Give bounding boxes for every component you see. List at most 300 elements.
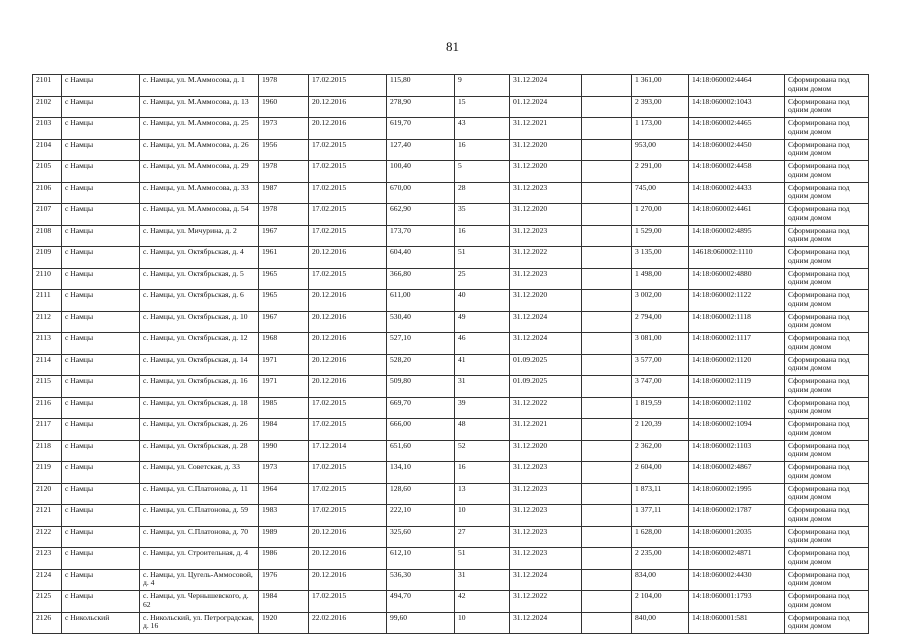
deadline-cell: 31.12.2020: [510, 204, 582, 226]
status-cell: Сформирована под одним домом: [785, 161, 869, 183]
status-cell: Сформирована под одним домом: [785, 526, 869, 548]
row-number-cell: 2120: [33, 483, 62, 505]
residents-cell: 13: [455, 483, 510, 505]
settlement-cell: с Намцы: [62, 311, 140, 333]
row-number-cell: 2121: [33, 505, 62, 527]
date-cell: 17.02.2015: [309, 182, 387, 204]
table-row: [33, 376, 869, 398]
area-cell: 612,10: [387, 548, 455, 570]
land-area-cell: 3 002,00: [632, 290, 689, 312]
cadastral-number-cell: 14:18:060002:4867: [689, 462, 785, 484]
settlement-cell: с Намцы: [62, 161, 140, 183]
settlement-cell: с Намцы: [62, 591, 140, 613]
settlement-cell: с Намцы: [62, 333, 140, 355]
residents-cell: 27: [455, 526, 510, 548]
address-cell: с. Намцы, ул. Октябрьская, д. 14: [140, 354, 259, 376]
row-number-cell: 2104: [33, 139, 62, 161]
area-cell: 527,10: [387, 333, 455, 355]
empty-cell: [582, 612, 632, 634]
cadastral-number-cell: 14:18:060002:4871: [689, 548, 785, 570]
cadastral-number-cell: 14:18:060002:4895: [689, 225, 785, 247]
status-cell: Сформирована под одним домом: [785, 376, 869, 398]
residents-cell: 49: [455, 311, 510, 333]
year-built-cell: 1973: [259, 462, 309, 484]
table-row: [33, 311, 869, 333]
date-cell: 20.12.2016: [309, 354, 387, 376]
address-cell: с. Намцы, ул. Строительная, д. 4: [140, 548, 259, 570]
residents-cell: 10: [455, 612, 510, 634]
empty-cell: [582, 311, 632, 333]
table-row: [33, 161, 869, 183]
settlement-cell: с Намцы: [62, 182, 140, 204]
status-cell: Сформирована под одним домом: [785, 290, 869, 312]
area-cell: 128,60: [387, 483, 455, 505]
area-cell: 173,70: [387, 225, 455, 247]
cadastral-number-cell: 14:18:060001:581: [689, 612, 785, 634]
deadline-cell: 01.12.2024: [510, 96, 582, 118]
residents-cell: 5: [455, 161, 510, 183]
area-cell: 604,40: [387, 247, 455, 269]
year-built-cell: 1960: [259, 96, 309, 118]
land-area-cell: 2 604,00: [632, 462, 689, 484]
year-built-cell: 1978: [259, 161, 309, 183]
address-cell: с. Намцы, ул. Цугель-Аммосовой, д. 4: [140, 569, 259, 591]
deadline-cell: 31.12.2020: [510, 440, 582, 462]
deadline-cell: 31.12.2024: [510, 311, 582, 333]
residents-cell: 40: [455, 290, 510, 312]
year-built-cell: 1989: [259, 526, 309, 548]
status-cell: Сформирована под одним домом: [785, 268, 869, 290]
land-area-cell: 1 529,00: [632, 225, 689, 247]
status-cell: Сформирована под одним домом: [785, 204, 869, 226]
land-area-cell: 834,00: [632, 569, 689, 591]
area-cell: 222,10: [387, 505, 455, 527]
cadastral-number-cell: 14:18:060001:1793: [689, 591, 785, 613]
cadastral-number-cell: 14:18:060002:4450: [689, 139, 785, 161]
year-built-cell: 1978: [259, 75, 309, 97]
deadline-cell: 31.12.2023: [510, 505, 582, 527]
deadline-cell: 31.12.2022: [510, 591, 582, 613]
area-cell: 509,80: [387, 376, 455, 398]
cadastral-number-cell: 14618:060002:1110: [689, 247, 785, 269]
table-row: [33, 354, 869, 376]
table-row: [33, 290, 869, 312]
empty-cell: [582, 161, 632, 183]
land-area-cell: 2 235,00: [632, 548, 689, 570]
year-built-cell: 1983: [259, 505, 309, 527]
year-built-cell: 1967: [259, 225, 309, 247]
date-cell: 20.12.2016: [309, 290, 387, 312]
status-cell: Сформирована под одним домом: [785, 118, 869, 140]
settlement-cell: с Намцы: [62, 569, 140, 591]
land-area-cell: 1 628,00: [632, 526, 689, 548]
deadline-cell: 31.12.2020: [510, 139, 582, 161]
year-built-cell: 1985: [259, 397, 309, 419]
status-cell: Сформирована под одним домом: [785, 75, 869, 97]
status-cell: Сформирована под одним домом: [785, 440, 869, 462]
deadline-cell: 31.12.2023: [510, 182, 582, 204]
settlement-cell: с Намцы: [62, 440, 140, 462]
land-area-cell: 1 498,00: [632, 268, 689, 290]
cadastral-number-cell: 14:18:060002:4880: [689, 268, 785, 290]
residents-cell: 10: [455, 505, 510, 527]
date-cell: 20.12.2016: [309, 311, 387, 333]
deadline-cell: 31.12.2020: [510, 161, 582, 183]
cadastral-number-cell: 14:18:060002:4461: [689, 204, 785, 226]
address-cell: с. Намцы, ул. Октябрьская, д. 18: [140, 397, 259, 419]
date-cell: 17.02.2015: [309, 225, 387, 247]
address-cell: с. Намцы, ул. Октябрьская, д. 16: [140, 376, 259, 398]
residents-cell: 41: [455, 354, 510, 376]
date-cell: 22.02.2016: [309, 612, 387, 634]
address-cell: с. Намцы, ул. Чернышевского, д. 62: [140, 591, 259, 613]
address-cell: с. Намцы, ул. С.Платонова, д. 11: [140, 483, 259, 505]
settlement-cell: с Намцы: [62, 75, 140, 97]
date-cell: 17.02.2015: [309, 75, 387, 97]
year-built-cell: 1920: [259, 612, 309, 634]
status-cell: Сформирована под одним домом: [785, 569, 869, 591]
year-built-cell: 1965: [259, 268, 309, 290]
table-row: [33, 462, 869, 484]
land-area-cell: 2 362,00: [632, 440, 689, 462]
settlement-cell: с Намцы: [62, 247, 140, 269]
table-row: [33, 139, 869, 161]
settlement-cell: с Намцы: [62, 419, 140, 441]
cadastral-number-cell: 14:18:060002:1117: [689, 333, 785, 355]
date-cell: 20.12.2016: [309, 376, 387, 398]
year-built-cell: 1971: [259, 376, 309, 398]
settlement-cell: с Намцы: [62, 462, 140, 484]
land-area-cell: 2 794,00: [632, 311, 689, 333]
settlement-cell: с Намцы: [62, 204, 140, 226]
row-number-cell: 2113: [33, 333, 62, 355]
settlement-cell: с Намцы: [62, 290, 140, 312]
table-row: [33, 526, 869, 548]
empty-cell: [582, 247, 632, 269]
settlement-cell: с Намцы: [62, 268, 140, 290]
table-row: [33, 505, 869, 527]
status-cell: Сформирована под одним домом: [785, 548, 869, 570]
empty-cell: [582, 354, 632, 376]
area-cell: 528,20: [387, 354, 455, 376]
empty-cell: [582, 591, 632, 613]
row-number-cell: 2125: [33, 591, 62, 613]
residents-cell: 35: [455, 204, 510, 226]
residents-cell: 9: [455, 75, 510, 97]
land-area-cell: 1 819,59: [632, 397, 689, 419]
residents-cell: 43: [455, 118, 510, 140]
area-cell: 530,40: [387, 311, 455, 333]
residents-cell: 48: [455, 419, 510, 441]
year-built-cell: 1964: [259, 483, 309, 505]
date-cell: 20.12.2016: [309, 548, 387, 570]
deadline-cell: 01.09.2025: [510, 376, 582, 398]
deadline-cell: 31.12.2021: [510, 419, 582, 441]
year-built-cell: 1973: [259, 118, 309, 140]
empty-cell: [582, 96, 632, 118]
residents-cell: 42: [455, 591, 510, 613]
settlement-cell: с Никольский: [62, 612, 140, 634]
land-area-cell: 2 291,00: [632, 161, 689, 183]
area-cell: 494,70: [387, 591, 455, 613]
empty-cell: [582, 333, 632, 355]
land-area-cell: 3 135,00: [632, 247, 689, 269]
status-cell: Сформирована под одним домом: [785, 247, 869, 269]
address-cell: с. Намцы, ул. Октябрьская, д. 28: [140, 440, 259, 462]
land-area-cell: 2 120,39: [632, 419, 689, 441]
land-area-cell: 3 747,00: [632, 376, 689, 398]
table-row: [33, 204, 869, 226]
settlement-cell: с Намцы: [62, 397, 140, 419]
row-number-cell: 2124: [33, 569, 62, 591]
status-cell: Сформирована под одним домом: [785, 612, 869, 634]
deadline-cell: 31.12.2024: [510, 333, 582, 355]
row-number-cell: 2118: [33, 440, 62, 462]
status-cell: Сформирована под одним домом: [785, 225, 869, 247]
date-cell: 17.02.2015: [309, 591, 387, 613]
year-built-cell: 1956: [259, 139, 309, 161]
registry-table: [32, 74, 869, 634]
cadastral-number-cell: 14:18:060001:2035: [689, 526, 785, 548]
row-number-cell: 2114: [33, 354, 62, 376]
date-cell: 17.02.2015: [309, 419, 387, 441]
date-cell: 17.02.2015: [309, 268, 387, 290]
area-cell: 536,30: [387, 569, 455, 591]
row-number-cell: 2117: [33, 419, 62, 441]
cadastral-number-cell: 14:18:060002:1119: [689, 376, 785, 398]
table-row: [33, 483, 869, 505]
status-cell: Сформирована под одним домом: [785, 333, 869, 355]
land-area-cell: 1 377,11: [632, 505, 689, 527]
table-row: [33, 75, 869, 97]
cadastral-number-cell: 14:18:060002:1122: [689, 290, 785, 312]
row-number-cell: 2119: [33, 462, 62, 484]
status-cell: Сформирована под одним домом: [785, 397, 869, 419]
year-built-cell: 1987: [259, 182, 309, 204]
deadline-cell: 31.12.2024: [510, 612, 582, 634]
address-cell: с. Намцы, ул. М.Аммосова, д. 54: [140, 204, 259, 226]
deadline-cell: 31.12.2023: [510, 483, 582, 505]
table-row: [33, 419, 869, 441]
empty-cell: [582, 569, 632, 591]
status-cell: Сформирована под одним домом: [785, 96, 869, 118]
cadastral-number-cell: 14:18:060002:4458: [689, 161, 785, 183]
area-cell: 127,40: [387, 139, 455, 161]
year-built-cell: 1971: [259, 354, 309, 376]
table-row: [33, 333, 869, 355]
address-cell: с. Намцы, ул. М.Аммосова, д. 29: [140, 161, 259, 183]
empty-cell: [582, 204, 632, 226]
deadline-cell: 31.12.2023: [510, 268, 582, 290]
table-row: [33, 268, 869, 290]
area-cell: 651,60: [387, 440, 455, 462]
deadline-cell: 31.12.2020: [510, 290, 582, 312]
cadastral-number-cell: 14:18:060002:4465: [689, 118, 785, 140]
address-cell: с. Никольский, ул. Петроградская, д. 16: [140, 612, 259, 634]
settlement-cell: с Намцы: [62, 225, 140, 247]
settlement-cell: с Намцы: [62, 96, 140, 118]
area-cell: 669,70: [387, 397, 455, 419]
area-cell: 670,00: [387, 182, 455, 204]
land-area-cell: 1 173,00: [632, 118, 689, 140]
residents-cell: 25: [455, 268, 510, 290]
table-row: [33, 225, 869, 247]
date-cell: 17.02.2015: [309, 397, 387, 419]
table-row: [33, 548, 869, 570]
status-cell: Сформирована под одним домом: [785, 462, 869, 484]
year-built-cell: 1986: [259, 548, 309, 570]
year-built-cell: 1990: [259, 440, 309, 462]
address-cell: с. Намцы, ул. М.Аммосова, д. 1: [140, 75, 259, 97]
deadline-cell: 31.12.2021: [510, 118, 582, 140]
land-area-cell: 3 577,00: [632, 354, 689, 376]
deadline-cell: 31.12.2023: [510, 225, 582, 247]
empty-cell: [582, 139, 632, 161]
date-cell: 17.02.2015: [309, 139, 387, 161]
empty-cell: [582, 118, 632, 140]
settlement-cell: с Намцы: [62, 505, 140, 527]
status-cell: Сформирована под одним домом: [785, 419, 869, 441]
row-number-cell: 2116: [33, 397, 62, 419]
year-built-cell: 1984: [259, 419, 309, 441]
deadline-cell: 31.12.2022: [510, 397, 582, 419]
empty-cell: [582, 75, 632, 97]
cadastral-number-cell: 14:18:060002:1120: [689, 354, 785, 376]
deadline-cell: 31.12.2023: [510, 526, 582, 548]
area-cell: 325,60: [387, 526, 455, 548]
area-cell: 611,00: [387, 290, 455, 312]
settlement-cell: с Намцы: [62, 118, 140, 140]
date-cell: 20.12.2016: [309, 96, 387, 118]
table-row: [33, 612, 869, 634]
deadline-cell: 31.12.2023: [510, 548, 582, 570]
address-cell: с. Намцы, ул. Октябрьская, д. 5: [140, 268, 259, 290]
address-cell: с. Намцы, ул. М.Аммосова, д. 33: [140, 182, 259, 204]
cadastral-number-cell: 14:18:060002:4464: [689, 75, 785, 97]
empty-cell: [582, 376, 632, 398]
date-cell: 20.12.2016: [309, 526, 387, 548]
table-row: [33, 247, 869, 269]
empty-cell: [582, 505, 632, 527]
deadline-cell: 31.12.2024: [510, 75, 582, 97]
area-cell: 662,90: [387, 204, 455, 226]
settlement-cell: с Намцы: [62, 139, 140, 161]
residents-cell: 16: [455, 225, 510, 247]
address-cell: с. Намцы, ул. Мичурина, д. 2: [140, 225, 259, 247]
row-number-cell: 2122: [33, 526, 62, 548]
empty-cell: [582, 397, 632, 419]
land-area-cell: 1 873,11: [632, 483, 689, 505]
settlement-cell: с Намцы: [62, 354, 140, 376]
row-number-cell: 2111: [33, 290, 62, 312]
residents-cell: 51: [455, 548, 510, 570]
year-built-cell: 1978: [259, 204, 309, 226]
address-cell: с. Намцы, ул. Октябрьская, д. 26: [140, 419, 259, 441]
row-number-cell: 2110: [33, 268, 62, 290]
area-cell: 666,00: [387, 419, 455, 441]
table-body: [33, 75, 869, 634]
settlement-cell: с Намцы: [62, 483, 140, 505]
settlement-cell: с Намцы: [62, 526, 140, 548]
row-number-cell: 2126: [33, 612, 62, 634]
residents-cell: 31: [455, 569, 510, 591]
cadastral-number-cell: 14:18:060002:1118: [689, 311, 785, 333]
land-area-cell: 1 270,00: [632, 204, 689, 226]
land-area-cell: 1 361,00: [632, 75, 689, 97]
date-cell: 17.02.2015: [309, 505, 387, 527]
cadastral-number-cell: 14:18:060002:1043: [689, 96, 785, 118]
area-cell: 278,90: [387, 96, 455, 118]
status-cell: Сформирована под одним домом: [785, 182, 869, 204]
row-number-cell: 2115: [33, 376, 62, 398]
land-area-cell: 3 081,00: [632, 333, 689, 355]
deadline-cell: 01.09.2025: [510, 354, 582, 376]
year-built-cell: 1984: [259, 591, 309, 613]
empty-cell: [582, 526, 632, 548]
cadastral-number-cell: 14:18:060002:1103: [689, 440, 785, 462]
address-cell: с. Намцы, ул. М.Аммосова, д. 25: [140, 118, 259, 140]
address-cell: с. Намцы, ул. Октябрьская, д. 12: [140, 333, 259, 355]
address-cell: с. Намцы, ул. Октябрьская, д. 10: [140, 311, 259, 333]
area-cell: 366,80: [387, 268, 455, 290]
year-built-cell: 1968: [259, 333, 309, 355]
table-row: [33, 118, 869, 140]
row-number-cell: 2101: [33, 75, 62, 97]
empty-cell: [582, 440, 632, 462]
address-cell: с. Намцы, ул. Советская, д. 33: [140, 462, 259, 484]
land-area-cell: 2 393,00: [632, 96, 689, 118]
empty-cell: [582, 182, 632, 204]
address-cell: с. Намцы, ул. Октябрьская, д. 4: [140, 247, 259, 269]
residents-cell: 16: [455, 462, 510, 484]
residents-cell: 52: [455, 440, 510, 462]
deadline-cell: 31.12.2022: [510, 247, 582, 269]
date-cell: 17.12.2014: [309, 440, 387, 462]
land-area-cell: 840,00: [632, 612, 689, 634]
cadastral-number-cell: 14:18:060002:4433: [689, 182, 785, 204]
residents-cell: 15: [455, 96, 510, 118]
table-row: [33, 96, 869, 118]
land-area-cell: 745,00: [632, 182, 689, 204]
area-cell: 619,70: [387, 118, 455, 140]
date-cell: 20.12.2016: [309, 118, 387, 140]
cadastral-number-cell: 14:18:060002:4430: [689, 569, 785, 591]
row-number-cell: 2107: [33, 204, 62, 226]
empty-cell: [582, 462, 632, 484]
deadline-cell: 31.12.2023: [510, 462, 582, 484]
status-cell: Сформирована под одним домом: [785, 505, 869, 527]
address-cell: с. Намцы, ул. Октябрьская, д. 6: [140, 290, 259, 312]
date-cell: 20.12.2016: [309, 247, 387, 269]
residents-cell: 46: [455, 333, 510, 355]
address-cell: с. Намцы, ул. С.Платонова, д. 59: [140, 505, 259, 527]
empty-cell: [582, 290, 632, 312]
year-built-cell: 1965: [259, 290, 309, 312]
residents-cell: 51: [455, 247, 510, 269]
year-built-cell: 1976: [259, 569, 309, 591]
year-built-cell: 1961: [259, 247, 309, 269]
table-row: [33, 591, 869, 613]
area-cell: 115,80: [387, 75, 455, 97]
address-cell: с. Намцы, ул. М.Аммосова, д. 13: [140, 96, 259, 118]
residents-cell: 28: [455, 182, 510, 204]
date-cell: 17.02.2015: [309, 204, 387, 226]
status-cell: Сформирована под одним домом: [785, 139, 869, 161]
settlement-cell: с Намцы: [62, 548, 140, 570]
land-area-cell: 953,00: [632, 139, 689, 161]
row-number-cell: 2103: [33, 118, 62, 140]
row-number-cell: 2109: [33, 247, 62, 269]
